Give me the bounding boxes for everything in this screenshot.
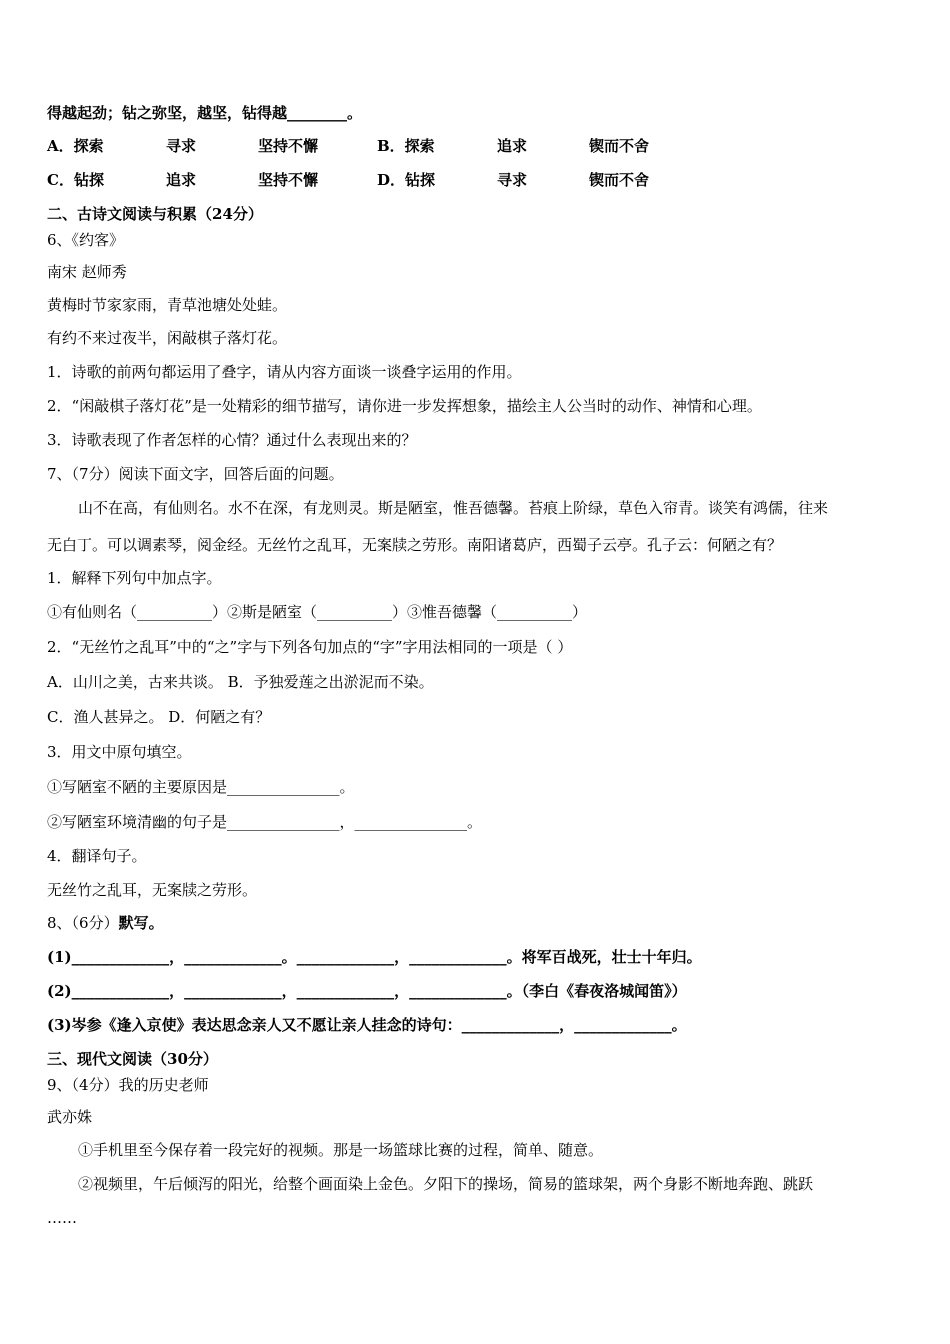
q7-sub4-sentence: 无丝竹之乱耳，无案牍之劳形。 xyxy=(47,881,258,899)
q9-paragraph2-cont: …… xyxy=(47,1209,77,1227)
q8-heading xyxy=(47,913,164,933)
q9-paragraph1: ①手机里至今保存着一段完好的视频。那是一场篮球比赛的过程，简单、随意。 xyxy=(78,1141,604,1159)
q9-author: 武亦姝 xyxy=(47,1108,93,1126)
option-b[interactable]: B．探索 xyxy=(377,137,435,155)
q6-sub1: 1．诗歌的前两句都运用了叠字，请从内容方面谈一谈叠字运用的作用。 xyxy=(47,363,522,381)
q8-line1[interactable]: (1)_____________，_____________。_____________，_____________。将军百战死，壮士十年归。 xyxy=(47,948,702,966)
q7-sub2-options-cd[interactable]: C．渔人甚异之。 D．何陋之有？ xyxy=(47,708,271,726)
section3-title: 三、现代文阅读（30分） xyxy=(47,1050,218,1068)
option-a-word2: 寻求 xyxy=(166,137,197,155)
q8-heading-bold: 默写。 xyxy=(118,914,164,932)
option-c-word3: 坚持不懈 xyxy=(258,171,319,189)
q7-sub2: 2．“无丝竹之乱耳”中的“之”字与下列各句加点的“字”字用法相同的一项是（ ） xyxy=(47,638,573,656)
q7-sub3: 3．用文中原句填空。 xyxy=(47,743,192,761)
q6-heading: 6、《约客》 xyxy=(47,231,125,249)
q7-passage-line2: 无白丁。可以调素琴，阅金经。无丝竹之乱耳，无案牍之劳形。南阳诸葛庐，西蜀子云亭。孔子云：何陋之有？ xyxy=(47,536,783,554)
q7-sub1: 1．解释下列句中加点字。 xyxy=(47,569,222,587)
section2-title: 二、古诗文阅读与积累（24分） xyxy=(47,205,263,223)
option-b-word2: 追求 xyxy=(497,137,528,155)
q6-poem-line1: 黄梅时节家家雨，青草池塘处处蛙。 xyxy=(47,296,288,314)
q6-poem-line2: 有约不来过夜半，闲敲棋子落灯花。 xyxy=(47,329,288,347)
q7-sub2-options-ab[interactable]: A．山川之美，古来共谈。 B．予独爱莲之出淤泥而不染。 xyxy=(47,673,434,691)
q8-line3[interactable]: (3)岑参《逢入京使》表达思念亲人又不愿让亲人挂念的诗句：_____________，_____________。 xyxy=(47,1016,687,1034)
q7-sub3-blank2[interactable]: ②写陋室环境清幽的句子是_______________，_______________。 xyxy=(47,813,483,831)
q7-sub4: 4．翻译句子。 xyxy=(47,847,147,865)
q6-poem-author: 南宋 赵师秀 xyxy=(47,263,127,281)
q6-sub2: 2．“闲敲棋子落灯花”是一处精彩的细节描写，请你进一步发挥想象，描绘主人公当时的动作、神情和心理。 xyxy=(47,397,762,415)
q7-passage-line1: 山不在高，有仙则名。水不在深，有龙则灵。斯是陋室，惟吾德馨。苔痕上阶绿，草色入帘青。谈笑有鸿儒，往来 xyxy=(78,499,829,517)
q8-line2[interactable]: (2)_____________，_____________，_____________，_____________。（李白《春夜洛城闻笛》） xyxy=(47,982,687,1000)
q6-sub3: 3．诗歌表现了作者怎样的心情？通过什么表现出来的？ xyxy=(47,431,417,449)
option-c-word2: 追求 xyxy=(166,171,197,189)
option-d[interactable]: D．钻探 xyxy=(377,171,436,189)
option-a[interactable]: A．探索 xyxy=(47,137,104,155)
q8-heading-prefix: 8、（6分） xyxy=(47,914,119,932)
q9-heading: 9、（4分）我的历史老师 xyxy=(47,1076,209,1094)
option-a-word3: 坚持不懈 xyxy=(258,137,319,155)
q7-heading: 7、（7分）阅读下面文字，回答后面的问题。 xyxy=(47,465,344,483)
q7-sub1-blanks[interactable]: ①有仙则名（__________）②斯是陋室（__________）③惟吾德馨（__________） xyxy=(47,603,588,621)
q5-tail: 得越起劲；钻之弥坚，越坚，钻得越________。 xyxy=(47,104,363,122)
option-d-word3: 锲而不舍 xyxy=(589,171,650,189)
q7-sub3-blank1[interactable]: ①写陋室不陋的主要原因是_______________。 xyxy=(47,778,355,796)
option-d-word2: 寻求 xyxy=(497,171,528,189)
option-b-word3: 锲而不舍 xyxy=(589,137,650,155)
option-c[interactable]: C．钻探 xyxy=(47,171,104,189)
q9-paragraph2: ②视频里，午后倾泻的阳光，给整个画面染上金色。夕阳下的操场，简易的篮球架，两个身影不断地奔跑、跳跃 xyxy=(78,1175,814,1193)
